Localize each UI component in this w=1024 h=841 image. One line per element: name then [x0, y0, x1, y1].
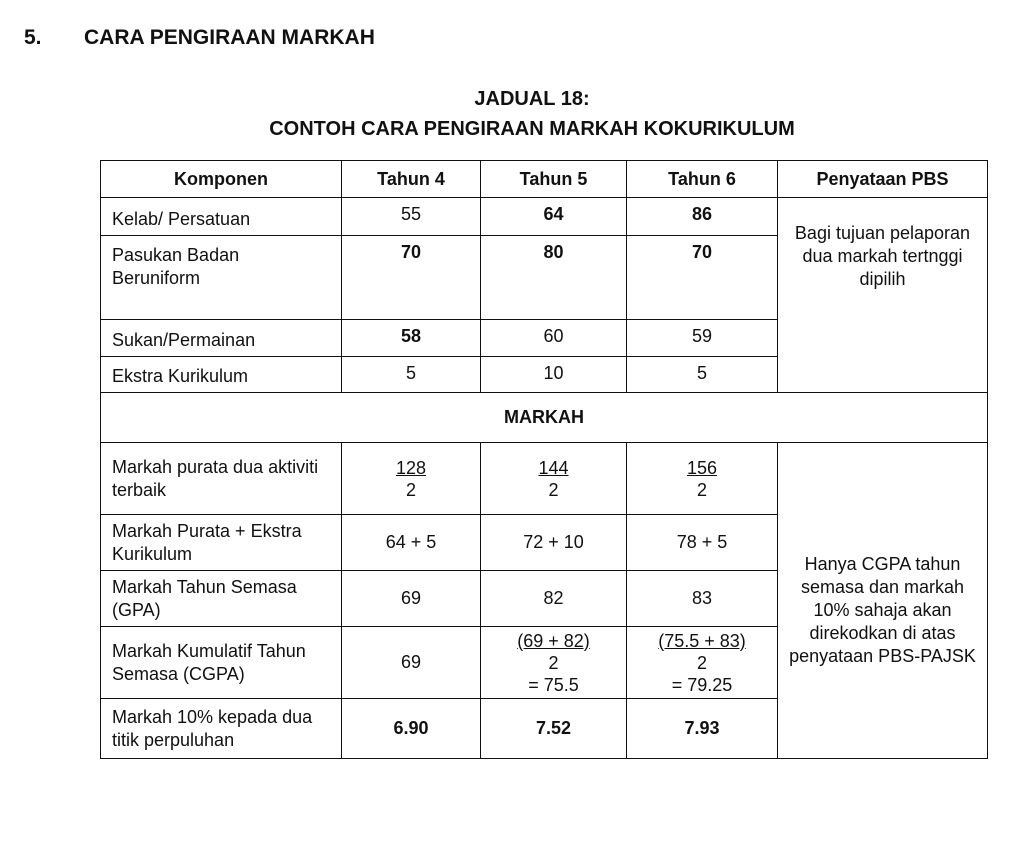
cell-value: 80 [481, 236, 627, 320]
table-caption-title: CONTOH CARA PENGIRAAN MARKAH KOKURIKULUM [269, 118, 795, 140]
markah-header-row [101, 393, 988, 443]
cell-value: 10 [481, 357, 627, 393]
fraction-denominator: 2 [548, 652, 559, 673]
fraction-numerator: (69 + 82) [517, 630, 590, 651]
header-komponen: Komponen [101, 161, 342, 198]
cell-value: 5 [342, 357, 481, 393]
fraction-cell [481, 627, 627, 699]
fraction-numerator: (75.5 + 83) [658, 630, 746, 651]
row-label: Pasukan Badan Beruniform [101, 236, 342, 320]
cell-value: 78 + 5 [627, 515, 778, 571]
fraction-numerator: 144 [538, 457, 569, 478]
table-caption-number: JADUAL 18: [474, 88, 590, 110]
cell-value: 83 [627, 571, 778, 627]
header-tahun-4: Tahun 4 [342, 161, 481, 198]
markah-header: MARKAH [101, 393, 988, 443]
note-bottom: Hanya CGPA tahun semasa dan markah 10% sahaja akan direkodkan di atas penyataan PBS-PAJSK [778, 443, 988, 759]
fraction-cell [342, 443, 481, 515]
table-row [101, 198, 988, 236]
cell-value: 82 [481, 571, 627, 627]
cell-value: 69 [342, 627, 481, 699]
row-label: Markah 10% kepada dua titik perpuluhan [101, 699, 342, 759]
row-label: Markah Purata + Ekstra Kurikulum [101, 515, 342, 571]
header-tahun-5: Tahun 5 [481, 161, 627, 198]
section-number: 5. [24, 26, 42, 49]
cell-value: 58 [342, 320, 481, 357]
header-penyataan-pbs: Penyataan PBS [778, 161, 988, 198]
table-row [101, 443, 988, 515]
fraction-numerator: 128 [395, 457, 427, 478]
header-tahun-6: Tahun 6 [627, 161, 778, 198]
row-label: Sukan/Permainan [101, 320, 342, 357]
cell-value: 64 + 5 [342, 515, 481, 571]
fraction-denominator: 2 [696, 652, 707, 673]
fraction-cell [481, 443, 627, 515]
cell-value: 70 [342, 236, 481, 320]
cell-value: 7.52 [481, 699, 627, 759]
cell-value: 59 [627, 320, 778, 357]
row-label: Markah purata dua aktiviti terbaik [101, 443, 342, 515]
cell-value: 72 + 10 [481, 515, 627, 571]
row-label: Markah Tahun Semasa (GPA) [101, 571, 342, 627]
fraction-result: = 79.25 [671, 674, 733, 695]
cell-value: 55 [342, 198, 481, 236]
fraction-numerator: 156 [686, 457, 718, 478]
cell-value: 64 [481, 198, 627, 236]
fraction-cell [627, 443, 778, 515]
cell-value: 70 [627, 236, 778, 320]
fraction-denominator: 2 [548, 479, 559, 500]
cell-value: 7.93 [627, 699, 778, 759]
row-label: Markah Kumulatif Tahun Semasa (CGPA) [101, 627, 342, 699]
note-top: Bagi tujuan pelaporan dua markah tertnggi dipilih [778, 198, 988, 393]
kokurikulum-table [100, 160, 988, 759]
cell-value: 69 [342, 571, 481, 627]
section-title: CARA PENGIRAAN MARKAH [84, 26, 375, 49]
row-label: Ekstra Kurikulum [101, 357, 342, 393]
header-row [101, 161, 988, 198]
cell-value: 86 [627, 198, 778, 236]
cell-value: 5 [627, 357, 778, 393]
cell-value: 60 [481, 320, 627, 357]
fraction-cell [627, 627, 778, 699]
section-heading [24, 26, 375, 50]
fraction-denominator: 2 [696, 479, 707, 500]
fraction-denominator: 2 [405, 479, 416, 500]
cell-value: 6.90 [342, 699, 481, 759]
fraction-result: = 75.5 [528, 674, 579, 695]
row-label: Kelab/ Persatuan [101, 198, 342, 236]
